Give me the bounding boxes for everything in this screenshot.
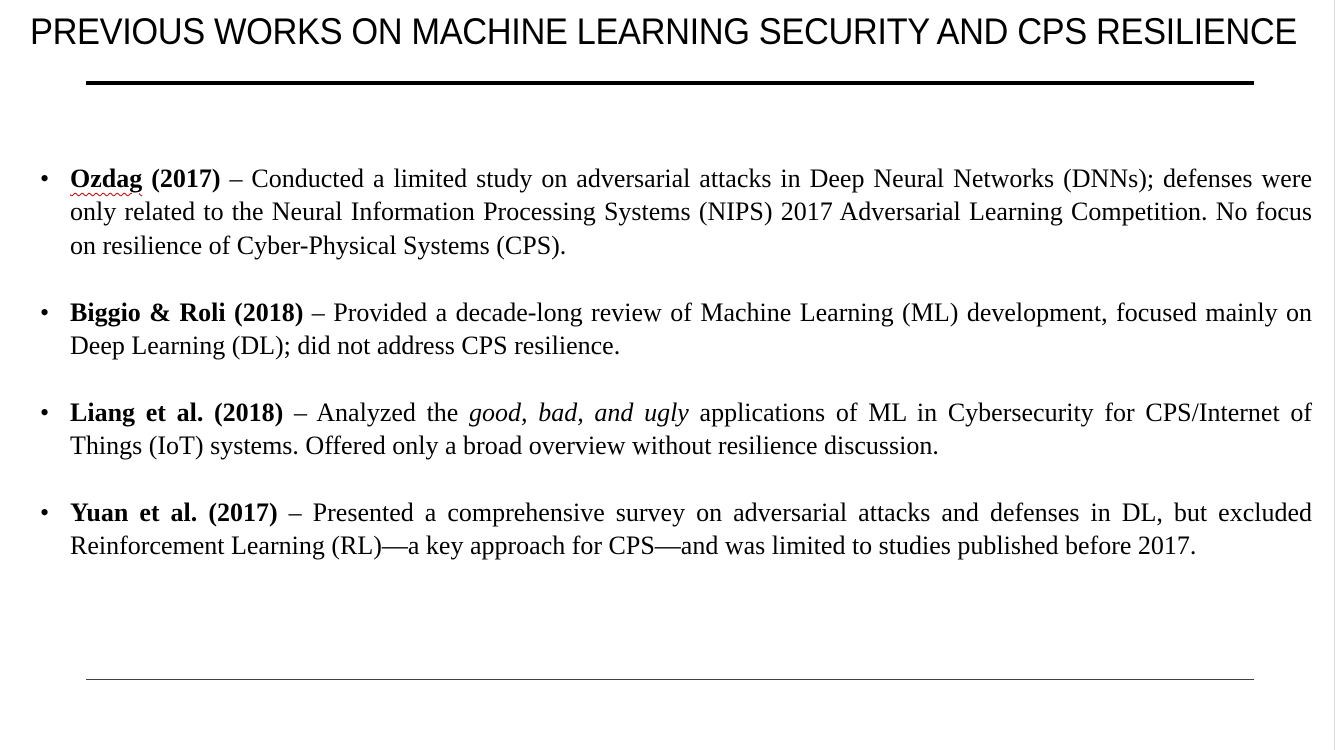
bullet-item-ozdag <box>40 162 1312 262</box>
citation-year: (2017) <box>151 164 221 193</box>
footer-rule <box>86 679 1254 680</box>
bullet-dot-icon: • <box>40 498 50 528</box>
bullet-item-biggio-roli <box>40 296 1312 363</box>
spellcheck-flagged-word[interactable]: Ozdag <box>70 164 143 193</box>
bullet-item-yuan <box>40 496 1312 563</box>
bullet-dot-icon: • <box>40 297 50 327</box>
citation-author-name: Liang et al. <box>70 397 204 427</box>
title-underline-rule <box>86 81 1254 85</box>
citation-year: (2018) <box>234 297 304 327</box>
citation-author <box>70 298 303 327</box>
citation-author <box>70 164 221 193</box>
bullet-text: – Presented a comprehensive survey on adversarial attacks and defenses in DL, but excluded Reinforcement Learning (RL)—a key approach for CPS—and was limited to studies published before 2017. <box>70 498 1313 561</box>
citation-author-name: Biggio & Roli <box>70 297 226 327</box>
bullet-text: – Provided a decade-long review of Machine Learning (ML) development, focused mainly on Deep Learning (DL); did not address CPS resilience. <box>70 297 1313 361</box>
bullet-text: – Conducted a limited study on adversarial attacks in Deep Neural Networks (DNNs); defenses were only related to the Neural Information Processing Systems (NIPS) 2017 Adversarial Learning Competition. No focus on resilience of Cyber-Physical Systems (CPS). <box>70 164 1313 260</box>
citation-author <box>70 498 278 527</box>
citation-author <box>70 398 283 427</box>
bullet-item-liang <box>40 396 1312 463</box>
citation-year: (2018) <box>214 397 284 427</box>
bullet-list <box>40 162 1312 596</box>
citation-author-name: Yuan et al. <box>70 498 198 528</box>
citation-year: (2017) <box>208 498 278 528</box>
bullet-dot-icon: • <box>40 164 50 193</box>
bullet-text-before: – Analyzed the <box>283 397 470 427</box>
bullet-text-after: applications of ML in Cybersecurity for CPS/Internet of Things (IoT) systems. Offered only a broad overview without resilience discussion. <box>70 397 1313 461</box>
bullet-dot-icon: • <box>40 397 50 427</box>
slide-right-edge <box>1334 0 1335 750</box>
slide-title: PREVIOUS WORKS ON MACHINE LEARNING SECURITY AND CPS RESILIENCE <box>30 11 1297 52</box>
bullet-text-italic: good, bad, and ugly <box>469 397 689 427</box>
